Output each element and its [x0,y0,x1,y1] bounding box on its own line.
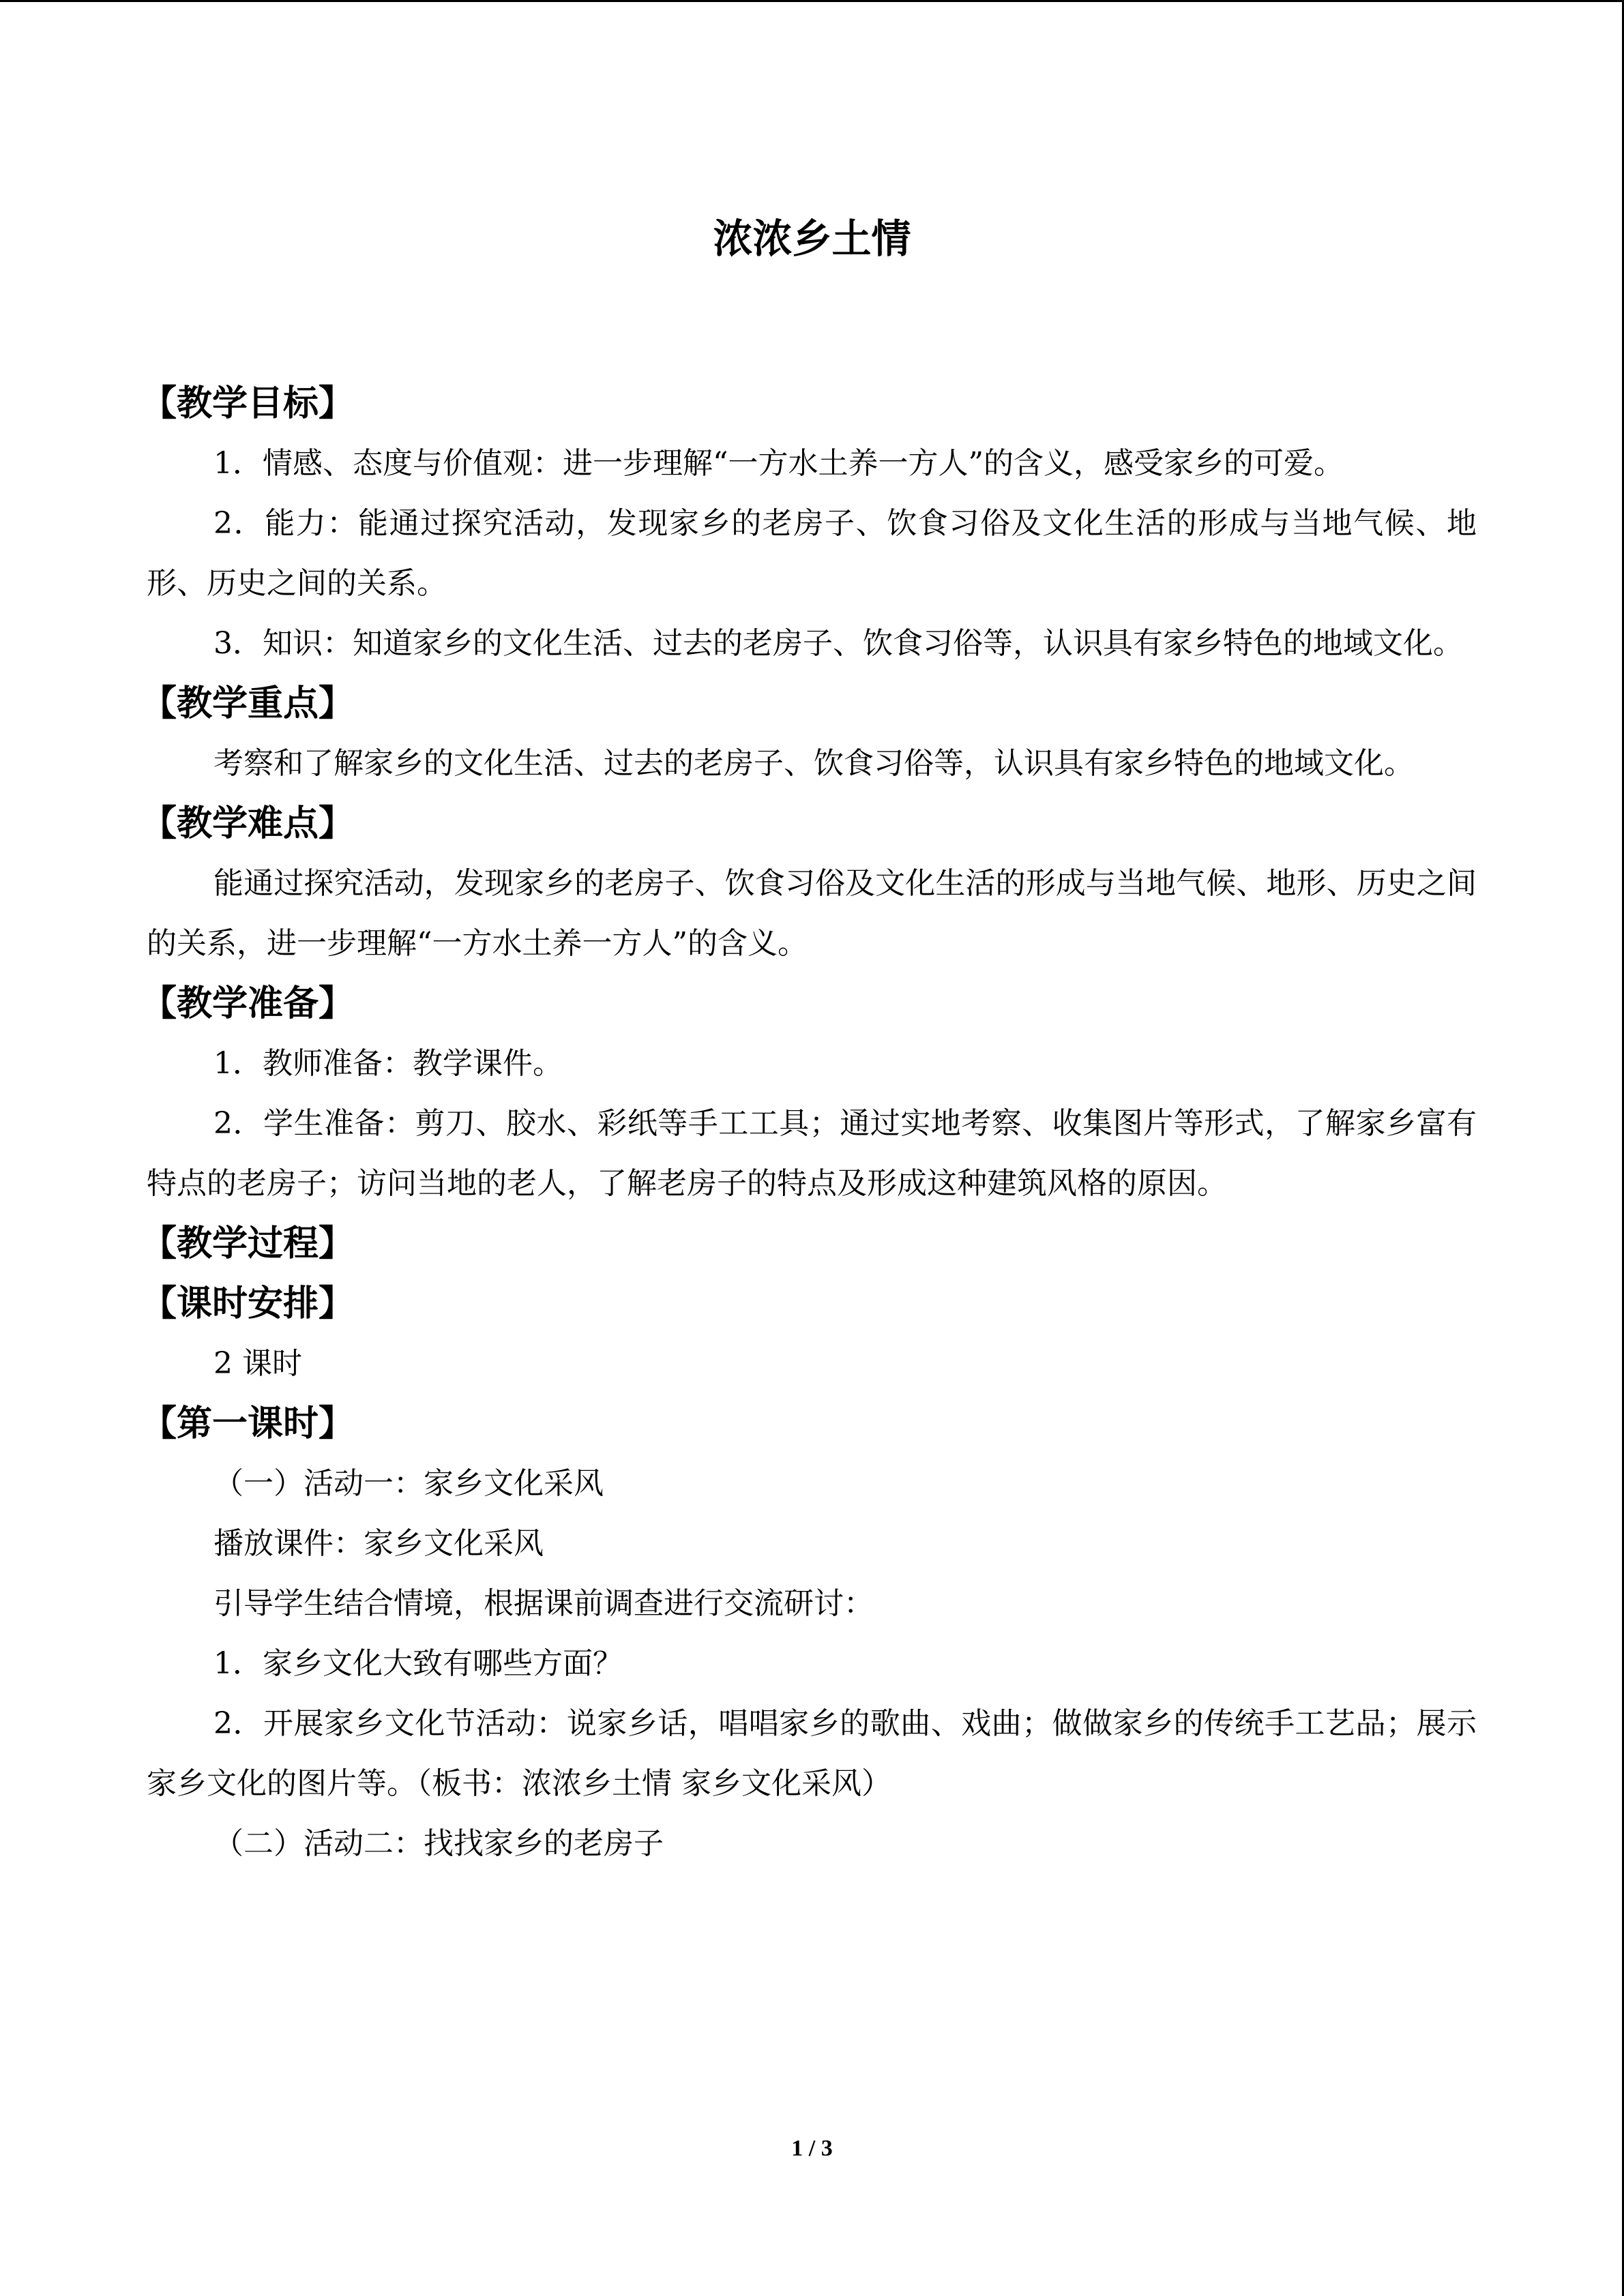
section-heading-schedule: 【课时安排】 [141,1283,355,1324]
section-heading-teaching-goals: 【教学目标】 [141,383,355,424]
page-number: 1 / 3 [791,2136,833,2161]
paragraph-goal-knowledge: 3．知识：知道家乡的文化生活、过去的老房子、饮食习俗等，认识具有家乡特色的地域文化。 [213,626,1463,661]
section-heading-teaching-process: 【教学过程】 [141,1223,355,1264]
paragraph-culture-festival: 2．开展家乡文化节活动：说家乡话，唱唱家乡的歌曲、戏曲；做做家乡的传统手工艺品；展示家乡文化的图片等。（板书：浓浓乡土情 家乡文化采风） [147,1706,1477,1801]
section-heading-key-points: 【教学重点】 [141,683,355,724]
paragraph-activity-one: （一）活动一：家乡文化采风 [213,1466,604,1501]
paragraph-play-courseware: 播放课件：家乡文化采风 [213,1526,544,1561]
page-top-border [0,0,1624,2]
paragraph-lesson-count: 2 课时 [213,1346,302,1381]
paragraph-goal-ability: 2．能力：能通过探究活动，发现家乡的老房子、饮食习俗及文化生活的形成与当地气候、地形、历史之间的关系。 [147,506,1477,601]
paragraph-teacher-preparation: 1．教师准备：教学课件。 [213,1046,563,1081]
document-title: 浓浓乡土情 [713,215,911,262]
paragraph-difficulties: 能通过探究活动，发现家乡的老房子、饮食习俗及文化生活的形成与当地气候、地形、历史之间的关系，进一步理解“一方水土养一方人”的含义。 [147,866,1477,961]
paragraph-guide-students: 引导学生结合情境，根据课前调查进行交流研讨： [213,1586,874,1621]
paragraph-activity-two: （二）活动二：找找家乡的老房子 [213,1826,664,1861]
paragraph-question-culture: 1．家乡文化大致有哪些方面？ [213,1646,623,1681]
section-heading-preparation: 【教学准备】 [141,983,355,1024]
paragraph-student-preparation: 2．学生准备：剪刀、胶水、彩纸等手工工具；通过实地考察、收集图片等形式，了解家乡富有特点的老房子；访问当地的老人，了解老房子的特点及形成这种建筑风格的原因。 [147,1106,1477,1201]
paragraph-goal-emotion: 1．情感、态度与价值观：进一步理解“一方水土养一方人”的含义，感受家乡的可爱。 [213,446,1344,481]
section-heading-difficulties: 【教学难点】 [141,803,355,844]
paragraph-key-points: 考察和了解家乡的文化生活、过去的老房子、饮食习俗等，认识具有家乡特色的地域文化。 [213,746,1414,781]
section-heading-first-lesson: 【第一课时】 [141,1403,355,1444]
document-body [141,374,1477,1874]
